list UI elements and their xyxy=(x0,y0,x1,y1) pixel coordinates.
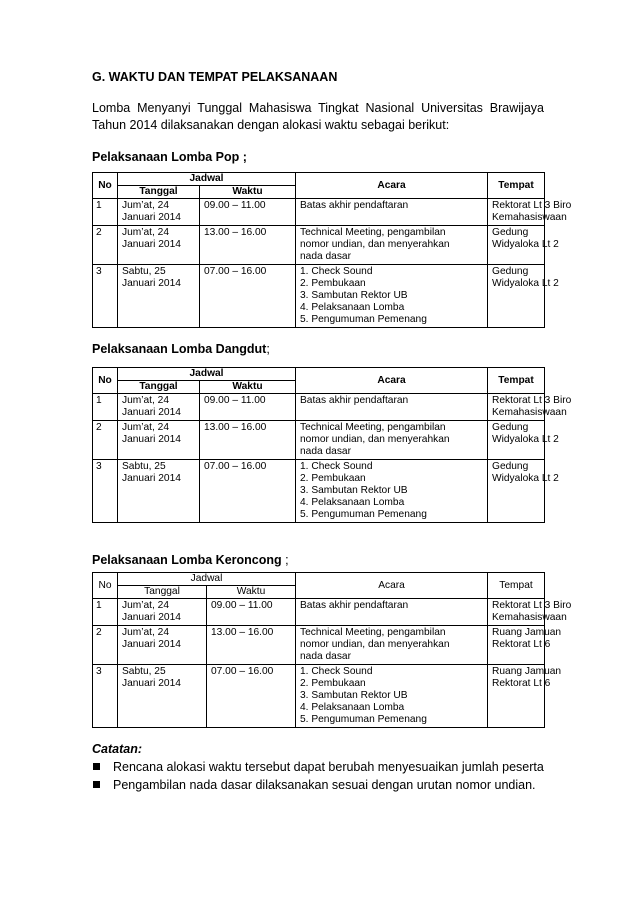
cell-acara xyxy=(296,394,488,421)
cell-no: 2 xyxy=(93,226,118,265)
cell-line: 3. Sambutan Rektor UB xyxy=(300,485,408,496)
dangdut-schedule-table xyxy=(92,367,572,523)
cell-acara xyxy=(296,199,488,226)
cell-line: Januari 2014 xyxy=(122,278,181,289)
table-row xyxy=(93,199,545,226)
header-no: No xyxy=(93,368,118,394)
cell-line: nada dasar xyxy=(300,651,351,662)
cell-line: nada dasar xyxy=(300,446,351,457)
table-row xyxy=(93,265,545,328)
cell-line: Sabtu, 25 xyxy=(122,266,166,277)
cell-acara xyxy=(296,626,488,665)
cell-tanggal-lines xyxy=(122,461,196,485)
cell-line: Januari 2014 xyxy=(122,434,181,445)
pop-schedule-table xyxy=(92,172,572,328)
cell-acara xyxy=(296,599,488,626)
cell-line: Gedung xyxy=(492,422,529,433)
cell-waktu: 09.00 – 11.00 xyxy=(207,599,296,626)
cell-acara-lines xyxy=(300,395,484,407)
header-tanggal: Tanggal xyxy=(118,186,200,199)
header-row xyxy=(93,368,545,381)
keroncong-title-suffix: ; xyxy=(285,553,289,567)
cell-line: Batas akhir pendaftaran xyxy=(300,600,409,611)
keroncong-schedule-table xyxy=(92,572,572,728)
cell-acara xyxy=(296,665,488,728)
cell-waktu: 09.00 – 11.00 xyxy=(200,199,296,226)
cell-waktu: 13.00 – 16.00 xyxy=(200,226,296,265)
cell-acara-lines xyxy=(300,227,484,263)
cell-acara xyxy=(296,226,488,265)
cell-line: Widyaloka Lt 2 xyxy=(492,473,559,484)
dangdut-title-text: Pelaksanaan Lomba Dangdut xyxy=(92,342,267,356)
cell-tempat xyxy=(488,226,559,265)
cell-tempat-lines xyxy=(492,395,572,419)
keroncong-title-text: Pelaksanaan Lomba Keroncong xyxy=(92,553,282,567)
cell-line: 2. Pembukaan xyxy=(300,278,366,289)
cell-no: 1 xyxy=(93,599,118,626)
cell-tempat xyxy=(488,394,572,421)
note-item xyxy=(92,758,562,776)
cell-acara-lines xyxy=(300,666,484,726)
dangdut-title-suffix: ; xyxy=(266,342,270,356)
cell-line: Jum’at, 24 xyxy=(122,600,169,611)
cell-line: Rektorat Lt 3 Biro xyxy=(492,200,572,211)
cell-line: Rektorat Lt 3 Biro xyxy=(492,395,572,406)
cell-tempat xyxy=(488,460,559,523)
cell-line: 5. Pengumuman Pemenang xyxy=(300,509,427,520)
cell-line: 3. Sambutan Rektor UB xyxy=(300,290,408,301)
cell-line: Rektorat Lt 6 xyxy=(492,639,551,650)
cell-tempat-lines xyxy=(492,266,559,290)
header-acara: Acara xyxy=(296,173,488,199)
cell-tanggal xyxy=(118,421,200,460)
intro-paragraph xyxy=(92,100,544,134)
cell-tempat-lines xyxy=(492,422,559,446)
cell-line: Jum’at, 24 xyxy=(122,200,169,211)
section-heading: G. WAKTU DAN TEMPAT PELAKSANAAN xyxy=(92,70,338,84)
cell-line: Sabtu, 25 xyxy=(122,461,166,472)
cell-tanggal-lines xyxy=(122,266,196,290)
cell-waktu: 07.00 – 16.00 xyxy=(200,460,296,523)
cell-line: Januari 2014 xyxy=(122,678,181,689)
cell-line: Januari 2014 xyxy=(122,612,181,623)
cell-line: 4. Pelaksanaan Lomba xyxy=(300,497,405,508)
cell-line: Januari 2014 xyxy=(122,407,181,418)
cell-acara xyxy=(296,460,488,523)
cell-line: Jum’at, 24 xyxy=(122,395,169,406)
cell-tempat-lines xyxy=(492,227,559,251)
cell-tanggal-lines xyxy=(122,666,203,690)
cell-line: Januari 2014 xyxy=(122,239,181,250)
cell-tempat xyxy=(488,665,562,728)
intro-line-1: Lomba Menyanyi Tunggal Mahasiswa Tingkat Nasional Universitas Brawijaya xyxy=(92,101,544,115)
cell-line: 2. Pembukaan xyxy=(300,473,366,484)
table-row xyxy=(93,665,545,728)
cell-line: nomor undian, dan menyerahkan xyxy=(300,239,450,250)
cell-waktu: 09.00 – 11.00 xyxy=(200,394,296,421)
header-jadwal: Jadwal xyxy=(118,368,296,381)
cell-line: Kemahasiswaan xyxy=(492,407,567,418)
cell-line: Kemahasiswaan xyxy=(492,212,567,223)
cell-line: nomor undian, dan menyerahkan xyxy=(300,639,450,650)
cell-tempat xyxy=(488,626,562,665)
cell-no: 3 xyxy=(93,265,118,328)
header-waktu: Waktu xyxy=(207,586,296,599)
cell-acara-lines xyxy=(300,266,484,326)
cell-line: 1. Check Sound xyxy=(300,461,373,472)
cell-waktu: 07.00 – 16.00 xyxy=(207,665,296,728)
table-row xyxy=(93,226,545,265)
cell-tanggal-lines xyxy=(122,227,196,251)
cell-tempat-lines xyxy=(492,200,572,224)
cell-line: Rektorat Lt 6 xyxy=(492,678,551,689)
cell-tanggal xyxy=(118,460,200,523)
cell-acara-lines xyxy=(300,461,484,521)
header-jadwal: Jadwal xyxy=(118,573,296,586)
cell-line: 5. Pengumuman Pemenang xyxy=(300,314,427,325)
table-row xyxy=(93,394,545,421)
header-jadwal: Jadwal xyxy=(118,173,296,186)
notes-title: Catatan: xyxy=(92,742,143,756)
note-item xyxy=(92,776,562,794)
cell-line: Widyaloka Lt 2 xyxy=(492,239,559,250)
table-row xyxy=(93,421,545,460)
cell-line: 3. Sambutan Rektor UB xyxy=(300,690,408,701)
cell-tempat-lines xyxy=(492,627,562,651)
cell-tanggal-lines xyxy=(122,395,196,419)
cell-tanggal xyxy=(118,226,200,265)
cell-line: Widyaloka Lt 2 xyxy=(492,278,559,289)
cell-line: nada dasar xyxy=(300,251,351,262)
cell-line: Rektorat Lt 3 Biro xyxy=(492,600,572,611)
notes-list xyxy=(92,758,562,794)
cell-acara xyxy=(296,265,488,328)
cell-line: 5. Pengumuman Pemenang xyxy=(300,714,427,725)
square-bullet-icon xyxy=(93,781,100,788)
cell-tanggal-lines xyxy=(122,627,203,651)
cell-tempat-lines xyxy=(492,600,572,624)
cell-line: Januari 2014 xyxy=(122,473,181,484)
cell-line: Jum’at, 24 xyxy=(122,422,169,433)
cell-no: 1 xyxy=(93,394,118,421)
cell-waktu: 07.00 – 16.00 xyxy=(200,265,296,328)
dangdut-section-title xyxy=(92,342,270,356)
keroncong-section-title xyxy=(92,553,289,567)
cell-line: 2. Pembukaan xyxy=(300,678,366,689)
cell-line: nomor undian, dan menyerahkan xyxy=(300,434,450,445)
header-tempat: Tempat xyxy=(488,573,545,599)
cell-acara-lines xyxy=(300,200,484,212)
cell-line: Widyaloka Lt 2 xyxy=(492,434,559,445)
cell-acara-lines xyxy=(300,422,484,458)
cell-line: Gedung xyxy=(492,227,529,238)
cell-line: 1. Check Sound xyxy=(300,666,373,677)
header-waktu: Waktu xyxy=(200,381,296,394)
header-tempat: Tempat xyxy=(488,368,545,394)
cell-tanggal-lines xyxy=(122,600,203,624)
cell-tempat-lines xyxy=(492,461,559,485)
cell-tanggal xyxy=(118,199,200,226)
cell-line: Ruang Jamuan xyxy=(492,627,562,638)
cell-no: 2 xyxy=(93,626,118,665)
cell-tanggal xyxy=(118,665,207,728)
cell-line: Gedung xyxy=(492,461,529,472)
cell-acara-lines xyxy=(300,627,484,663)
cell-line: Januari 2014 xyxy=(122,212,181,223)
header-waktu: Waktu xyxy=(200,186,296,199)
header-tempat: Tempat xyxy=(488,173,545,199)
cell-line: 1. Check Sound xyxy=(300,266,373,277)
cell-no: 1 xyxy=(93,199,118,226)
cell-line: Technical Meeting, pengambilan xyxy=(300,422,446,433)
cell-waktu: 13.00 – 16.00 xyxy=(200,421,296,460)
cell-tanggal xyxy=(118,599,207,626)
table-row xyxy=(93,599,545,626)
cell-no: 2 xyxy=(93,421,118,460)
cell-waktu: 13.00 – 16.00 xyxy=(207,626,296,665)
cell-tanggal xyxy=(118,394,200,421)
header-acara: Acara xyxy=(296,368,488,394)
cell-tanggal-lines xyxy=(122,200,196,224)
note-text: Rencana alokasi waktu tersebut dapat berubah menyesuaikan jumlah peserta xyxy=(113,760,544,774)
header-tanggal: Tanggal xyxy=(118,381,200,394)
cell-line: Batas akhir pendaftaran xyxy=(300,395,409,406)
intro-line-2: Tahun 2014 dilaksanakan dengan alokasi waktu sebagai berikut: xyxy=(92,118,450,132)
cell-tempat xyxy=(488,199,572,226)
pop-section-title xyxy=(92,150,247,164)
cell-line: Technical Meeting, pengambilan xyxy=(300,227,446,238)
cell-line: Januari 2014 xyxy=(122,639,181,650)
pop-title-text: Pelaksanaan Lomba Pop ; xyxy=(92,150,247,164)
cell-tanggal xyxy=(118,626,207,665)
note-text: Pengambilan nada dasar dilaksanakan sesuai dengan urutan nomor undian. xyxy=(113,778,536,792)
header-tanggal: Tanggal xyxy=(118,586,207,599)
cell-tempat xyxy=(488,599,572,626)
cell-line: Ruang Jamuan xyxy=(492,666,562,677)
cell-line: Gedung xyxy=(492,266,529,277)
cell-acara xyxy=(296,421,488,460)
cell-line: Technical Meeting, pengambilan xyxy=(300,627,446,638)
header-no: No xyxy=(93,173,118,199)
table-row xyxy=(93,460,545,523)
cell-tempat-lines xyxy=(492,666,562,690)
cell-tempat xyxy=(488,421,559,460)
cell-line: 4. Pelaksanaan Lomba xyxy=(300,702,405,713)
header-no: No xyxy=(93,573,118,599)
header-acara: Acara xyxy=(296,573,488,599)
cell-line: Sabtu, 25 xyxy=(122,666,166,677)
cell-tanggal xyxy=(118,265,200,328)
square-bullet-icon xyxy=(93,763,100,770)
cell-line: Jum’at, 24 xyxy=(122,627,169,638)
table-row xyxy=(93,626,545,665)
cell-acara-lines xyxy=(300,600,484,612)
header-row xyxy=(93,173,545,186)
cell-tempat xyxy=(488,265,559,328)
cell-tanggal-lines xyxy=(122,422,196,446)
cell-no: 3 xyxy=(93,665,118,728)
cell-line: 4. Pelaksanaan Lomba xyxy=(300,302,405,313)
cell-line: Kemahasiswaan xyxy=(492,612,567,623)
cell-line: Batas akhir pendaftaran xyxy=(300,200,409,211)
cell-no: 3 xyxy=(93,460,118,523)
cell-line: Jum’at, 24 xyxy=(122,227,169,238)
header-row xyxy=(93,573,545,586)
